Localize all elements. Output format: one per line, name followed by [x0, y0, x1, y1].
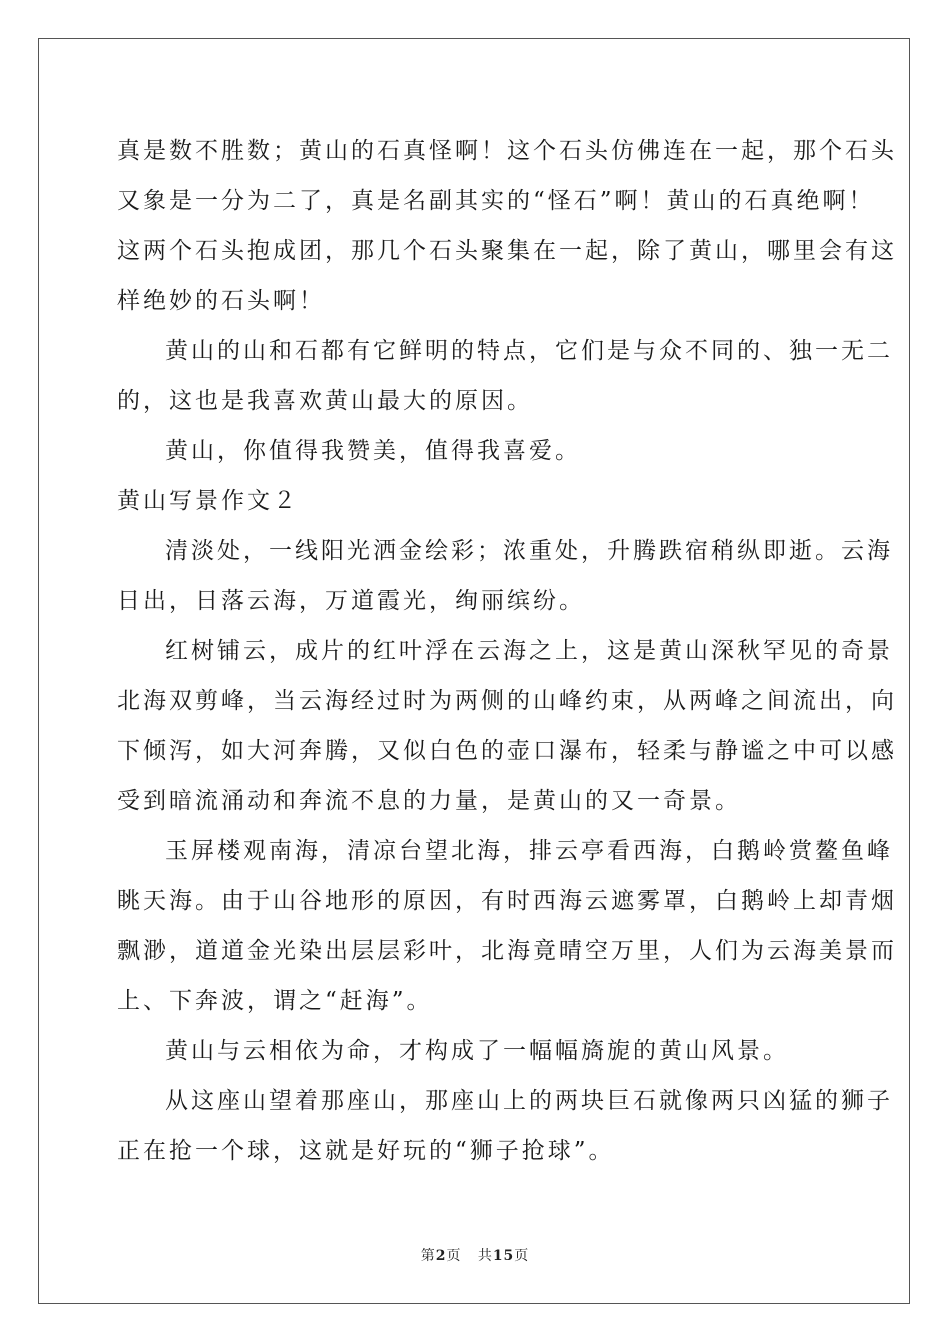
text-line: 又象是一分为二了，真是名副其实的“怪石”啊！黄山的石真绝啊！	[117, 188, 875, 214]
text-line: 这两个石头抱成团，那几个石头聚集在一起，除了黄山，哪里会有这	[117, 238, 897, 264]
text-line: 下倾泻，如大河奔腾，又似白色的壶口瀑布，轻柔与静谧之中可以感	[117, 738, 897, 764]
paragraph-first-line: 红树铺云，成片的红叶浮在云海之上，这是黄山深秋罕见的奇景	[165, 638, 893, 664]
page-number: 2	[435, 1248, 447, 1264]
document-body	[117, 126, 897, 1176]
page-suffix: 页	[446, 1248, 462, 1264]
page-prefix: 第	[420, 1248, 436, 1264]
paragraph-first-line: 清淡处，一线阳光洒金绘彩；浓重处，升腾跌宿稍纵即逝。云海	[165, 538, 893, 564]
paragraph-first-line: 从这座山望着那座山，那座山上的两块巨石就像两只凶猛的狮子	[165, 1088, 893, 1114]
text-line: 北海双剪峰，当云海经过时为两侧的山峰约束，从两峰之间流出，向	[117, 688, 897, 714]
text-line: 眺天海。由于山谷地形的原因，有时西海云遮雾罩，白鹅岭上却青烟	[117, 888, 897, 914]
paragraph-first-line: 黄山与云相依为命，才构成了一幅幅旖旎的黄山风景。	[165, 1038, 789, 1064]
text-line: 飘渺，道道金光染出层层彩叶，北海竟晴空万里，人们为云海美景而	[117, 938, 897, 964]
text-line: 日出，日落云海，万道霞光，绚丽缤纷。	[117, 588, 585, 614]
section-heading: 黄山写景作文２	[117, 488, 299, 514]
page-footer	[0, 1245, 950, 1265]
text-line: 受到暗流涌动和奔流不息的力量，是黄山的又一奇景。	[117, 788, 741, 814]
text-line: 上、下奔波，谓之“赶海”。	[117, 988, 433, 1014]
text-line: 的，这也是我喜欢黄山最大的原因。	[117, 388, 533, 414]
paragraph-first-line: 黄山，你值得我赞美，值得我喜爱。	[165, 438, 581, 464]
total-prefix: 共	[477, 1248, 493, 1264]
text-line: 样绝妙的石头啊！	[117, 288, 325, 314]
total-suffix: 页	[514, 1248, 530, 1264]
paragraph-first-line: 黄山的山和石都有它鲜明的特点，它们是与众不同的、独一无二	[165, 338, 893, 364]
text-line: 真是数不胜数；黄山的石真怪啊！这个石头仿佛连在一起，那个石头	[117, 138, 897, 164]
total-pages: 15	[492, 1248, 515, 1264]
text-line: 正在抢一个球，这就是好玩的“狮子抢球”。	[117, 1138, 615, 1164]
paragraph-first-line: 玉屏楼观南海，清凉台望北海，排云亭看西海，白鹅岭赏鳌鱼峰	[165, 838, 893, 864]
